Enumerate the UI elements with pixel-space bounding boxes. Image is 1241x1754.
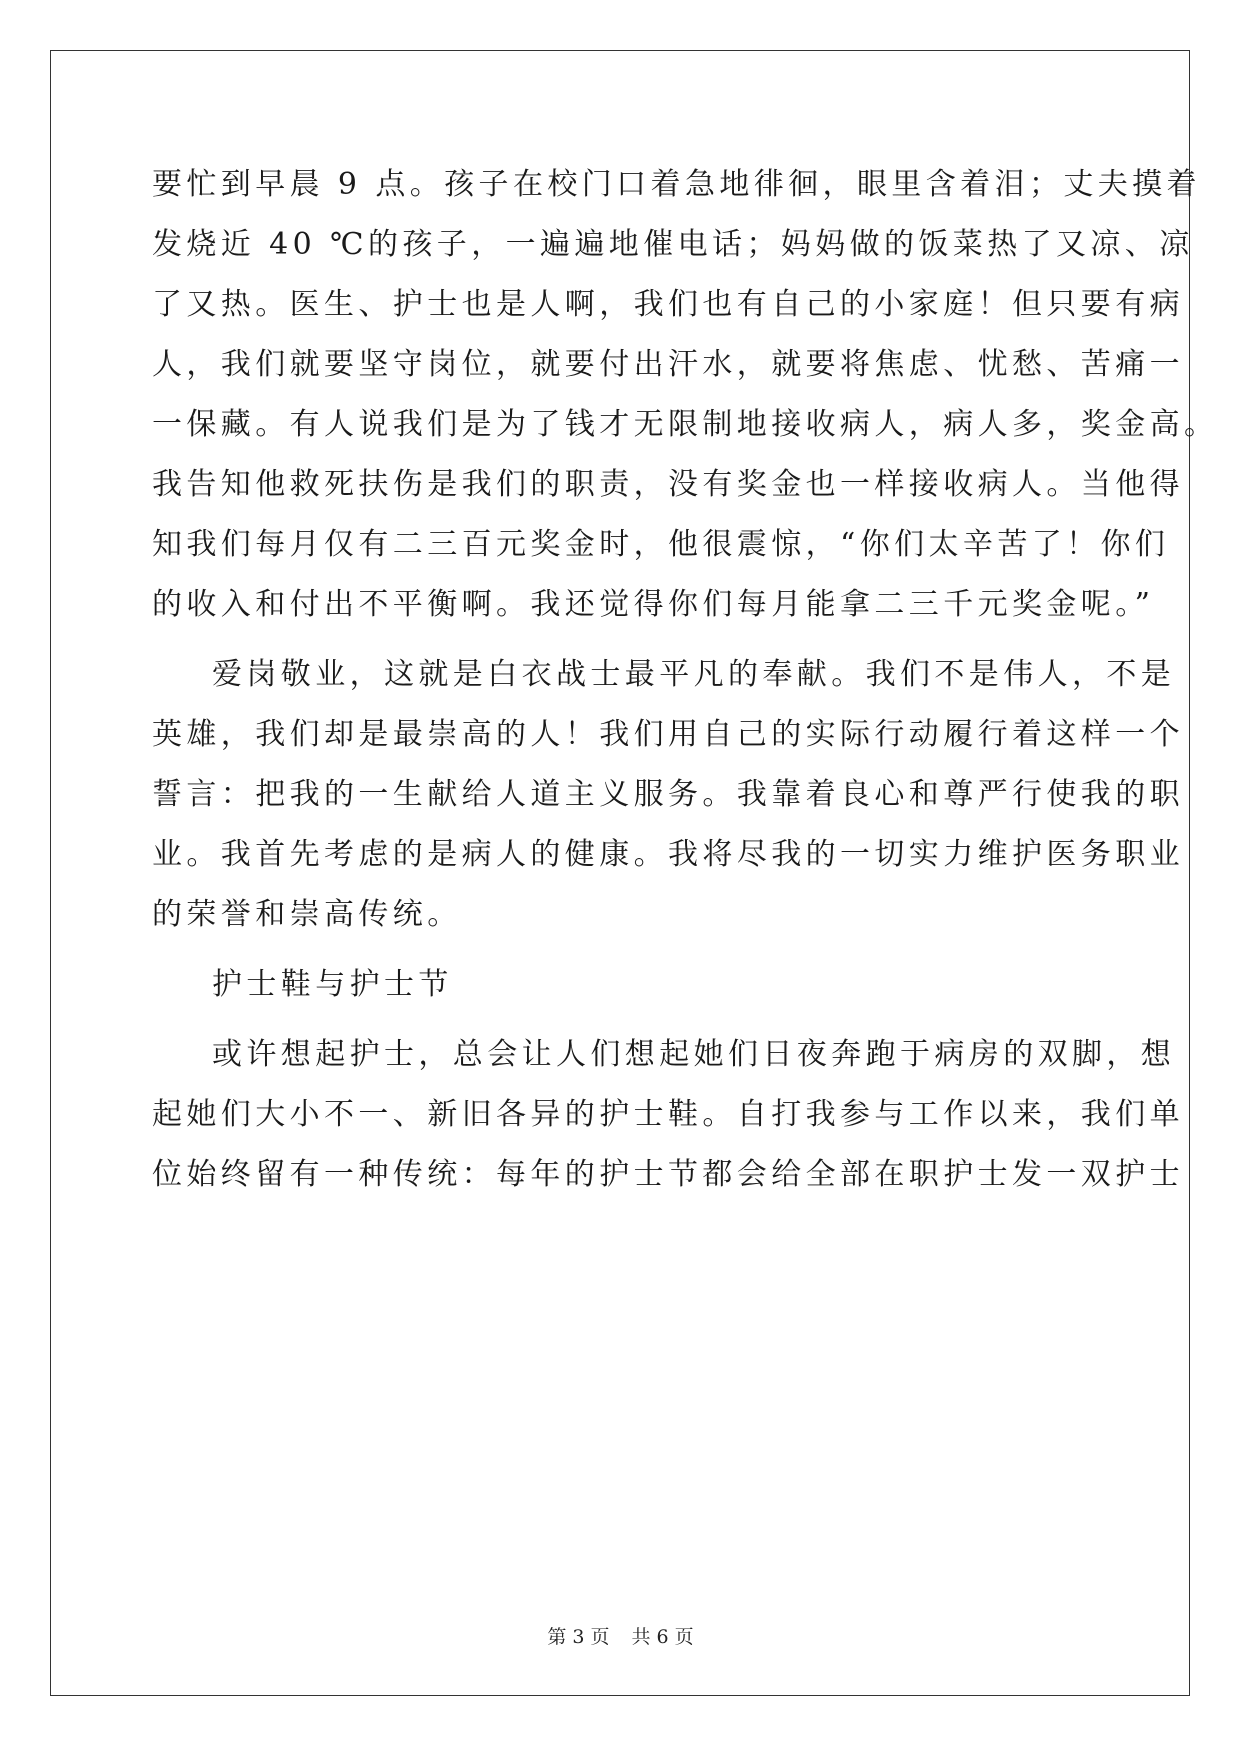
text-line: 英雄，我们却是最崇高的人！我们用自己的实际行动履行着这样一个 xyxy=(152,717,1184,752)
paragraph-start-line: 爱岗敬业，这就是白衣战士最平凡的奉献。我们不是伟人，不是 xyxy=(212,657,1176,692)
text-line: 一保藏。有人说我们是为了钱才无限制地接收病人，病人多，奖金高。 xyxy=(152,407,1219,442)
text-line: 人，我们就要坚守岗位，就要付出汗水，就要将焦虑、忧愁、苦痛一 xyxy=(152,347,1184,382)
text-line: 发烧近 40 ℃的孩子，一遍遍地催电话；妈妈做的饭菜热了又凉、凉 xyxy=(152,227,1194,262)
text-line: 知我们每月仅有二三百元奖金时，他很震惊，“你们太辛苦了！你们 xyxy=(152,527,1170,562)
text-line: 了又热。医生、护士也是人啊，我们也有自己的小家庭！但只要有病 xyxy=(152,287,1184,322)
text-line: 我告知他救死扶伤是我们的职责，没有奖金也一样接收病人。当他得 xyxy=(152,467,1184,502)
page-total: 共 6 页 xyxy=(631,1626,694,1648)
text-line: 誓言：把我的一生献给人道主义服务。我靠着良心和尊严行使我的职 xyxy=(152,777,1184,812)
page-number: 第 3 页 xyxy=(547,1626,610,1648)
text-line: 的收入和付出不平衡啊。我还觉得你们每月能拿二三千元奖金呢。” xyxy=(152,587,1155,622)
text-line: 位始终留有一种传统：每年的护士节都会给全部在职护士发一双护士 xyxy=(152,1157,1184,1192)
page-footer xyxy=(0,1625,1241,1649)
paragraph-start-line: 或许想起护士，总会让人们想起她们日夜奔跑于病房的双脚，想 xyxy=(212,1037,1176,1072)
text-line: 业。我首先考虑的是病人的健康。我将尽我的一切实力维护医务职业 xyxy=(152,837,1184,872)
text-line: 起她们大小不一、新旧各异的护士鞋。自打我参与工作以来，我们单 xyxy=(152,1097,1184,1132)
section-heading: 护士鞋与护士节 xyxy=(212,967,453,1002)
text-line: 的荣誉和崇高传统。 xyxy=(152,897,462,932)
text-line: 要忙到早晨 9 点。孩子在校门口着急地徘徊，眼里含着泪；丈夫摸着 xyxy=(152,167,1201,202)
